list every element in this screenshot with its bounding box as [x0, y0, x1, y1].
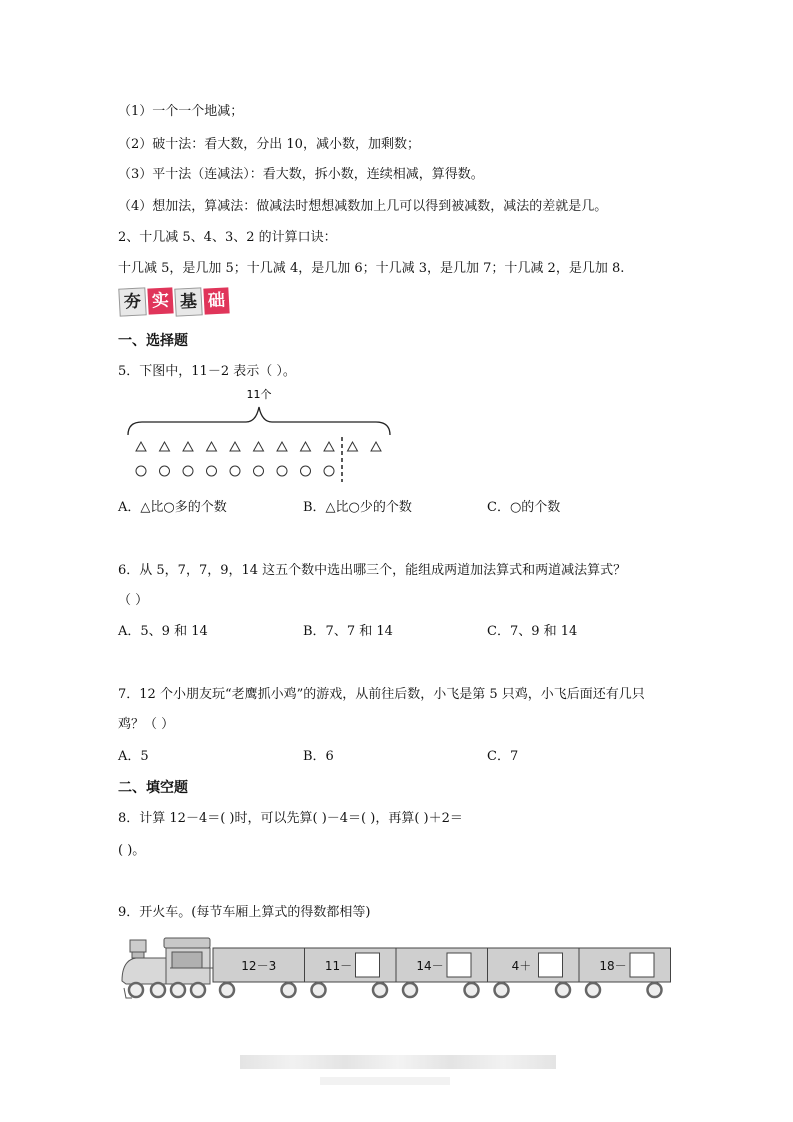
q6-blank: （ ） [118, 593, 149, 608]
section-2-title: 二、填空题 [118, 780, 188, 796]
car-wheels [220, 983, 662, 997]
wheel-icon [373, 983, 387, 997]
footer-watermark [240, 1055, 556, 1069]
method-3: （3）平十法（连减法）：看大数，拆小数，连续相减，算得数。 [118, 167, 484, 182]
q8-line2: ( )。 [118, 843, 146, 858]
wheel-icon [220, 983, 234, 997]
circle-icon [136, 466, 146, 476]
triangle-icon [277, 442, 287, 451]
q7-option-b[interactable]: B．6 [303, 749, 334, 764]
wheel-icon [171, 983, 185, 997]
method-2: （2）破十法：看大数，分出 10，减小数，加剩数； [118, 137, 420, 152]
q5-triangles [136, 442, 381, 451]
wheel-icon [556, 983, 570, 997]
wheel-icon [191, 983, 205, 997]
q6-stem: 6．从 5，7，7，9，14 这五个数中选出哪三个，能组成两道加法算式和两道减法算式？ [118, 563, 627, 578]
rule-title: 2、十几减 5、4、3、2 的计算口诀： [118, 230, 337, 245]
triangle-icon [183, 442, 193, 451]
circle-icon [160, 466, 170, 476]
banner-char-1: 夯 [118, 287, 146, 316]
footer-watermark-2 [320, 1077, 450, 1085]
q5-brace-label: 11个 [246, 388, 272, 401]
train-car-expression: 14－ [416, 959, 444, 973]
wheel-icon [312, 983, 326, 997]
wheel-icon [495, 983, 509, 997]
circle-icon [207, 466, 217, 476]
banner-char-2: 实 [147, 287, 173, 314]
answer-box[interactable] [356, 953, 380, 977]
wheel-icon [129, 983, 143, 997]
q6-option-c[interactable]: C．7、9 和 14 [487, 624, 578, 639]
train-cars [213, 948, 671, 982]
q5-brace [128, 407, 390, 435]
wheel-icon [403, 983, 417, 997]
q9-train [118, 928, 678, 1006]
wheel-icon [586, 983, 600, 997]
train-car [488, 948, 580, 982]
answer-box[interactable] [539, 953, 563, 977]
rule-text: 十几减 5，是几加 5；十几减 4，是几加 6；十几减 3，是几加 7；十几减 2，是几加 8. [118, 261, 625, 276]
q6-option-b[interactable]: B．7、7 和 14 [303, 624, 393, 639]
circle-icon [324, 466, 334, 476]
triangle-icon [371, 442, 381, 451]
wheel-icon [282, 983, 296, 997]
train-car-expression: 18－ [599, 959, 627, 973]
method-4: （4）想加法，算减法：做减法时想想减数加上几可以得到被减数，减法的差就是几。 [118, 199, 608, 214]
method-1: （1）一个一个地减； [118, 104, 244, 119]
answer-box[interactable] [447, 953, 471, 977]
q8-line1: 8．计算 12－4＝( )时，可以先算( )－4＝( )，再算( )＋2＝ [118, 811, 463, 826]
answer-box[interactable] [630, 953, 654, 977]
q5-option-b[interactable]: B．△比○少的个数 [303, 500, 412, 515]
triangle-icon [301, 442, 311, 451]
triangle-icon [207, 442, 217, 451]
triangle-icon [230, 442, 240, 451]
q7-stem-line1: 7．12 个小朋友玩“老鹰抓小鸡”的游戏，从前往后数，小飞是第 5 只鸡，小飞后面还有几只 [118, 687, 645, 702]
circle-icon [277, 466, 287, 476]
triangle-icon [254, 442, 264, 451]
q5-figure [118, 385, 398, 485]
q5-option-c[interactable]: C．○的个数 [487, 500, 561, 515]
q9-stem: 9．开火车。(每节车厢上算式的得数都相等) [118, 905, 371, 920]
locomotive-wheels [129, 983, 205, 997]
train-car-expression: 12－3 [241, 959, 277, 973]
triangle-icon [136, 442, 146, 451]
wheel-icon [151, 983, 165, 997]
train-car-expression: 11－ [324, 959, 353, 973]
q7-option-c[interactable]: C．7 [487, 749, 519, 764]
banner-char-3: 基 [174, 287, 202, 316]
train-car-expression: 4＋ [511, 959, 532, 973]
q7-stem-line2: 鸡？（ ） [118, 717, 175, 732]
circle-icon [183, 466, 193, 476]
triangle-icon [348, 442, 358, 451]
q5-circles [136, 466, 334, 476]
q6-option-a[interactable]: A．5、9 和 14 [118, 624, 208, 639]
section-banner [119, 288, 229, 316]
wheel-icon [648, 983, 662, 997]
triangle-icon [160, 442, 170, 451]
q7-option-a[interactable]: A．5 [118, 749, 149, 764]
circle-icon [230, 466, 240, 476]
section-1-title: 一、选择题 [118, 333, 188, 349]
wheel-icon [465, 983, 479, 997]
circle-icon [254, 466, 264, 476]
triangle-icon [324, 442, 334, 451]
q5-option-a[interactable]: A．△比○多的个数 [118, 500, 227, 515]
q5-stem: 5．下图中，11－2 表示（ ）。 [118, 364, 296, 379]
banner-char-4: 础 [203, 287, 229, 314]
circle-icon [301, 466, 311, 476]
